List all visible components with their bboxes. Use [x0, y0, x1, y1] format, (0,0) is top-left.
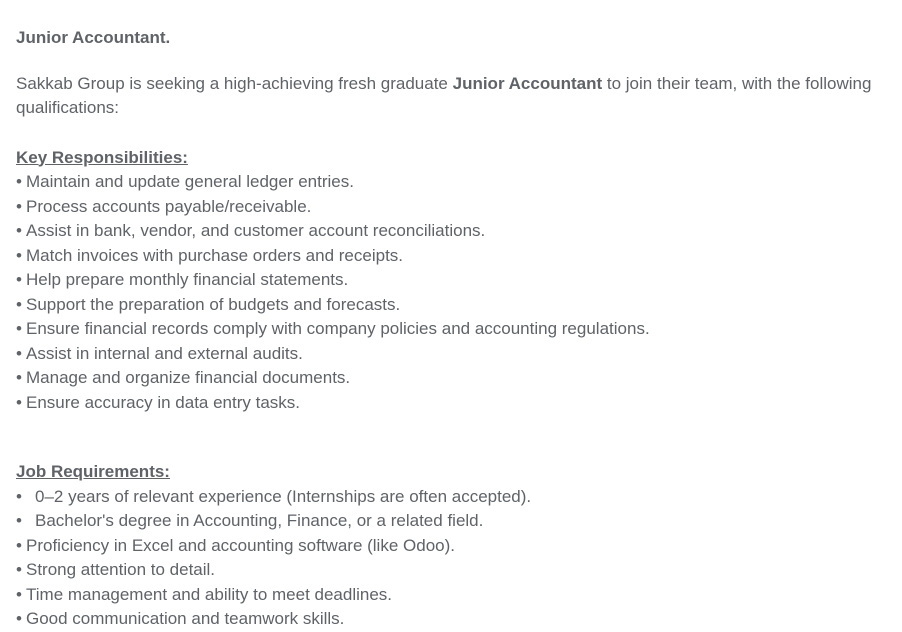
list-item	[16, 170, 876, 195]
list-item-text: Match invoices with purchase orders and receipts.	[26, 245, 404, 265]
responsibilities-list	[16, 170, 876, 415]
list-item	[16, 607, 876, 632]
list-item	[16, 534, 876, 559]
list-item-text: Bachelor's degree in Accounting, Finance, or a related field.	[35, 511, 484, 530]
bullet-icon: •	[16, 368, 22, 387]
list-item	[16, 558, 876, 583]
bullet-icon: •	[16, 535, 22, 555]
bullet-icon: •	[16, 294, 22, 314]
list-item-text: Good communication and teamwork skills.	[26, 609, 345, 628]
bullet-icon: •	[16, 609, 22, 628]
bullet-icon: •	[16, 392, 22, 412]
list-item	[16, 366, 876, 391]
list-item	[16, 268, 876, 293]
bullet-icon: •	[16, 343, 22, 363]
list-item-text: Ensure financial records comply with company policies and accounting regulations.	[26, 319, 650, 338]
bullet-icon: •	[16, 319, 22, 338]
list-item-text: Time management and ability to meet deadlines.	[26, 584, 393, 604]
bullet-icon: •	[16, 172, 22, 191]
list-item	[16, 195, 876, 220]
list-item-text: Process accounts payable/receivable.	[26, 196, 312, 216]
list-item	[16, 317, 876, 342]
list-item-text: Proficiency in Excel and accounting software (like Odoo).	[26, 535, 455, 555]
list-item-text: Ensure accuracy in data entry tasks.	[26, 392, 301, 412]
intro-paragraph	[16, 72, 876, 121]
bullet-icon: •	[16, 221, 22, 240]
bullet-icon: •	[16, 560, 22, 579]
list-item-text: Strong attention to detail.	[26, 560, 216, 579]
list-item-text: Help prepare monthly financial statements.	[26, 270, 349, 289]
bullet-icon: •	[16, 245, 22, 265]
list-item-text: 0–2 years of relevant experience (Internships are often accepted).	[35, 486, 532, 506]
list-item	[16, 509, 876, 534]
list-item	[16, 342, 876, 367]
job-posting	[16, 26, 876, 632]
intro-text-before: Sakkab Group is seeking a high-achieving fresh graduate	[16, 73, 453, 93]
bullet-icon: •	[16, 486, 22, 506]
list-item-text: Assist in internal and external audits.	[26, 343, 303, 363]
bullet-icon: •	[16, 511, 22, 530]
job-title: Junior Accountant.	[16, 28, 171, 47]
list-item	[16, 583, 876, 608]
list-item	[16, 244, 876, 269]
bullet-icon: •	[16, 270, 22, 289]
intro-text-after: to join their team, with the following qualifications:	[16, 73, 872, 117]
requirements-heading: Job Requirements:	[16, 462, 170, 481]
intro-job-title-bold: Junior Accountant	[452, 73, 603, 93]
list-item	[16, 219, 876, 244]
list-item	[16, 485, 876, 510]
responsibilities-heading: Key Responsibilities:	[16, 147, 188, 167]
list-item	[16, 391, 876, 416]
list-item-text: Maintain and update general ledger entries.	[26, 172, 354, 191]
list-item-text: Assist in bank, vendor, and customer account reconciliations.	[26, 221, 486, 240]
list-item-text: Manage and organize financial documents.	[26, 368, 351, 387]
bullet-icon: •	[16, 196, 22, 216]
list-item-text: Support the preparation of budgets and forecasts.	[26, 294, 401, 314]
bullet-icon: •	[16, 584, 22, 604]
requirements-list	[16, 485, 876, 632]
list-item	[16, 293, 876, 318]
